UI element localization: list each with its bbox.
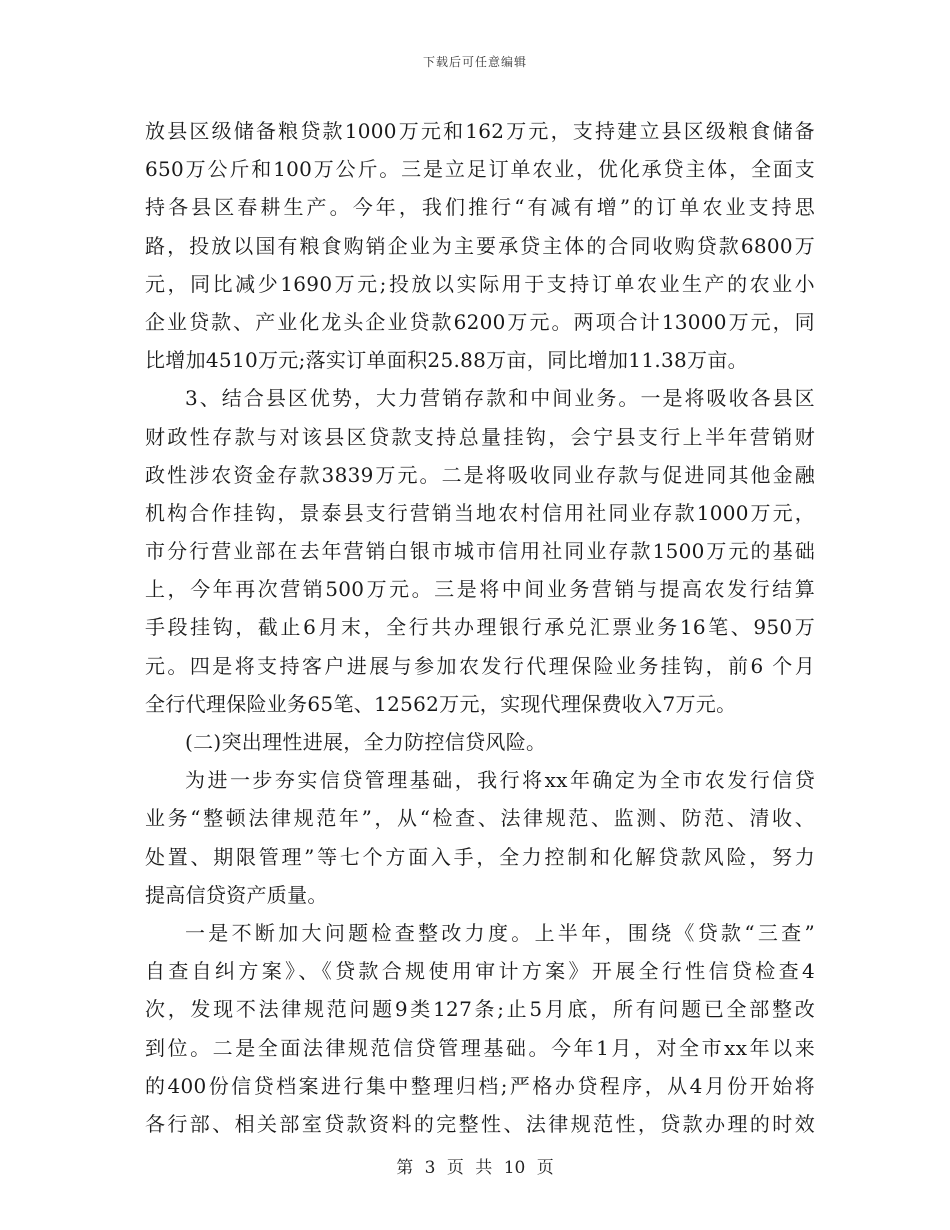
text-line: 处置、期限管理”等七个方面入手，全力控制和化解贷款风险，努力	[145, 844, 815, 869]
text-line: 元。四是将支持客户进展与参加农发行代理保险业务挂钩，前6 个月	[145, 653, 815, 678]
text-line: 650万公斤和100万公斤。三是立足订单农业，优化承贷主体，全面支	[145, 157, 815, 182]
text-line: 持各县区春耕生产。今年，我们推行“有减有增”的订单农业支持思	[145, 195, 815, 220]
text-line: 各行部、相关部室贷款资料的完整性、法律规范性，贷款办理的时效	[145, 1111, 815, 1136]
text-line: (二)突出理性进展，全力防控信贷风险。	[185, 730, 547, 754]
text-line: 企业贷款、产业化龙头企业贷款6200万元。两项合计13000万元，同	[145, 309, 815, 334]
page-header: 下载后可任意编辑	[422, 55, 527, 69]
text-line: 到位。二是全面法律规范信贷管理基础。今年1月，对全市xx年以来	[145, 1035, 815, 1060]
page-number: 第 3 页 共 10 页	[396, 1158, 554, 1178]
text-line: 提高信贷资产质量。	[145, 882, 328, 907]
text-line: 一是不断加大问题检查整改力度。上半年，围绕《贷款“三查”	[185, 920, 815, 945]
text-line: 全行代理保险业务65笔、12562万元，实现代理保费收入7万元。	[145, 691, 737, 716]
text-line: 政性涉农资金存款3839万元。二是将吸收同业存款与促进同其他金融	[145, 462, 815, 487]
text-line: 路，投放以国有粮食购销企业为主要承贷主体的合同收购贷款6800万	[145, 233, 815, 258]
text-line: 上，今年再次营销500万元。三是将中间业务营销与提高农发行结算	[145, 577, 815, 602]
text-line: 机构合作挂钩，景泰县支行营销当地农村信用社同业存款1000万元，	[145, 500, 815, 525]
document-body	[145, 112, 815, 1143]
text-line: 3、结合县区优势，大力营销存款和中间业务。一是将吸收各县区	[185, 386, 815, 411]
text-line: 元，同比减少1690万元;投放以实际用于支持订单农业生产的农业小	[145, 271, 815, 296]
text-line: 比增加4510万元;落实订单面积25.88万亩，同比增加11.38万亩。	[145, 348, 748, 373]
text-line: 手段挂钩，截止6月末，全行共办理银行承兑汇票业务16笔、950万	[145, 615, 815, 640]
text-line: 为进一步夯实信贷管理基础，我行将xx年确定为全市农发行信贷	[185, 768, 815, 793]
text-line: 业务“整顿法律规范年”，从“检查、法律规范、监测、防范、清收、	[145, 806, 815, 831]
text-line: 次，发现不法律规范问题9类127条;止5月底，所有问题已全部整改	[145, 997, 815, 1022]
text-line: 自查自纠方案》、《贷款合规使用审计方案》开展全行性信贷检查4	[145, 959, 815, 984]
text-line: 财政性存款与对该县区贷款支持总量挂钩，会宁县支行上半年营销财	[145, 424, 815, 449]
text-line: 放县区级储备粮贷款1000万元和162万元，支持建立县区级粮食储备	[145, 119, 815, 143]
text-line: 的400份信贷档案进行集中整理归档;严格办贷程序，从4月份开始将	[145, 1073, 815, 1098]
text-line: 市分行营业部在去年营销白银市城市信用社同业存款1500万元的基础	[145, 539, 815, 564]
